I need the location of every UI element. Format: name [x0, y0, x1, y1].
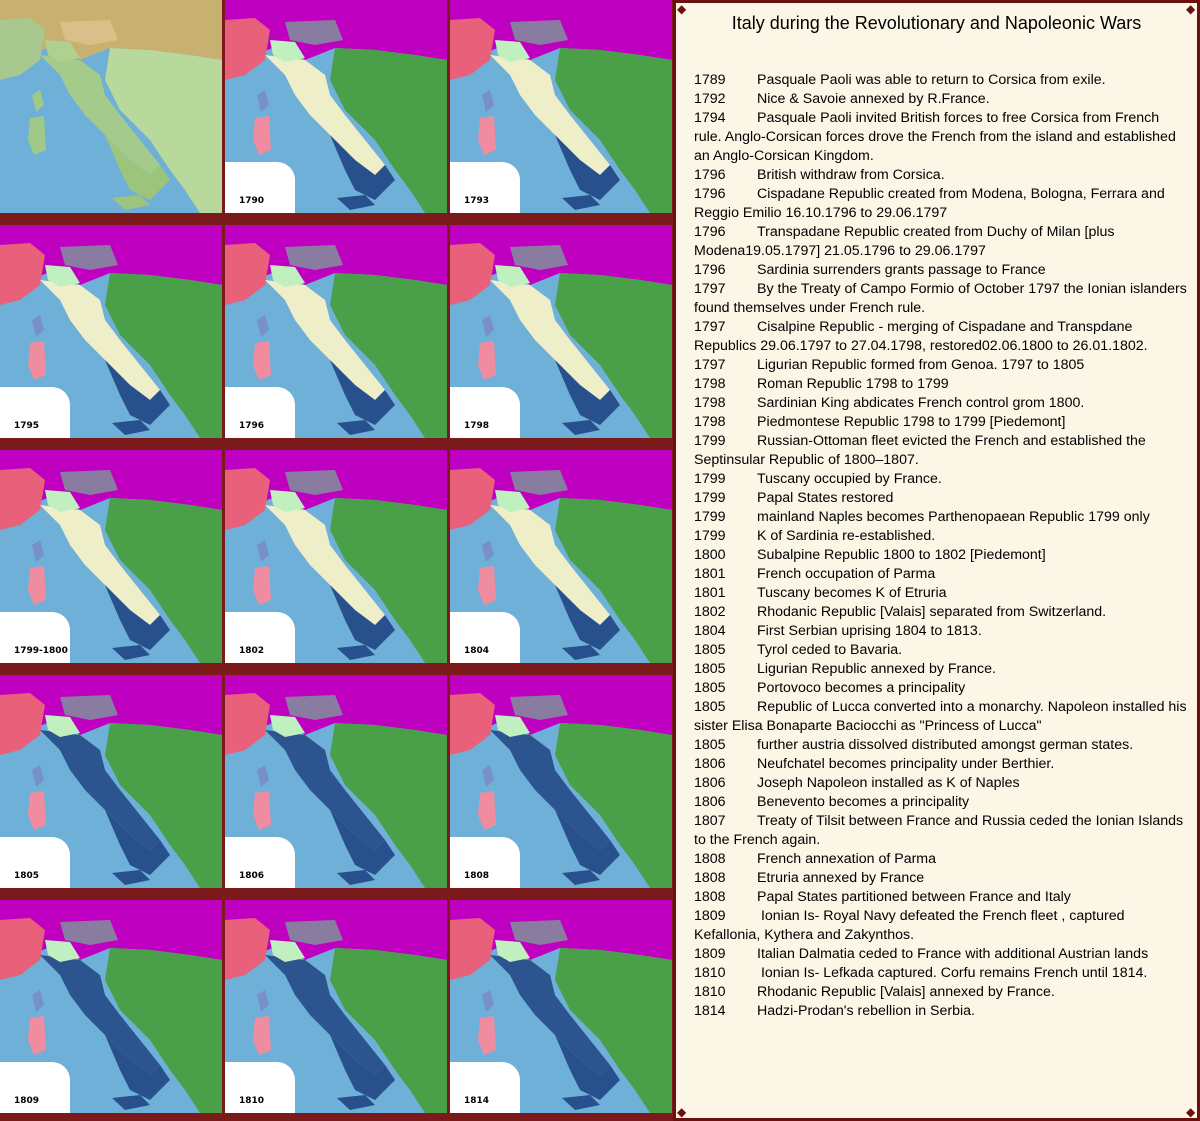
- map-panel: [0, 450, 222, 663]
- event-text: Sardinia surrenders grants passage to France: [757, 262, 1046, 278]
- event-row: [694, 983, 1190, 1002]
- event-text: Etruria annexed by France: [757, 870, 925, 886]
- map-year-label: 1805: [14, 871, 40, 881]
- event-year: 1805: [694, 737, 726, 753]
- event-text: First Serbian uprising 1804 to 1813.: [757, 623, 982, 639]
- page-title: Italy during the Revolutionary and Napoleonic Wars: [731, 13, 1142, 33]
- map-panel: [0, 675, 222, 888]
- event-row: [694, 660, 1190, 679]
- event-year: 1810: [694, 984, 726, 1000]
- event-text: further austria dissolved distributed amongst german states.: [757, 737, 1134, 753]
- event-text: Transpadane Republic created from Duchy of Milan [plus Modena19.05.1797] 21.05.1796 to 29.06.1797: [694, 224, 1115, 259]
- map-year-label: 1814: [464, 1096, 490, 1106]
- event-year: 1796: [694, 186, 726, 202]
- event-row: [694, 185, 1190, 223]
- event-row: [694, 964, 1190, 983]
- event-year: 1809: [694, 946, 726, 962]
- event-year: 1798: [694, 414, 726, 430]
- map-year-label: 1798: [464, 421, 490, 431]
- event-row: [694, 375, 1190, 394]
- event-year: 1805: [694, 642, 726, 658]
- event-row: [694, 508, 1190, 527]
- event-list: [694, 71, 1190, 1021]
- event-year: 1808: [694, 870, 726, 886]
- map-year-label: 1795: [14, 421, 40, 431]
- map-year-label: 1790: [239, 196, 265, 206]
- event-row: [694, 356, 1190, 375]
- event-year: 1797: [694, 281, 726, 297]
- event-year: 1801: [694, 566, 726, 582]
- event-row: [694, 584, 1190, 603]
- event-row: [694, 603, 1190, 622]
- event-text: By the Treaty of Campo Formio of October 1797 the Ionian islanders found themselves under French rule.: [694, 281, 1187, 316]
- event-year: 1799: [694, 528, 726, 544]
- event-row: [694, 736, 1190, 755]
- event-text: Papal States restored: [757, 490, 894, 506]
- corner-ornament-icon: ◆: [1186, 1105, 1196, 1119]
- event-text: Russian-Ottoman fleet evicted the French and established the Septinsular Republic of 1800–1807.: [694, 433, 1146, 468]
- event-text: mainland Naples becomes Parthenopaean Republic 1799 only: [757, 509, 1150, 525]
- corner-ornament-icon: ◆: [677, 1105, 687, 1119]
- event-text: Piedmontese Republic 1798 to 1799 [Piedemont]: [757, 414, 1066, 430]
- event-row: [694, 166, 1190, 185]
- corner-ornament-icon: ◆: [677, 2, 687, 16]
- event-year: 1805: [694, 680, 726, 696]
- event-text: Sardinian King abdicates French control grom 1800.: [757, 395, 1085, 411]
- event-text: Subalpine Republic 1800 to 1802 [Piedemont]: [757, 547, 1046, 563]
- event-text: French annexation of Parma: [757, 851, 937, 867]
- event-text: Nice & Savoie annexed by R.France.: [757, 91, 990, 107]
- event-text: Cisalpine Republic - merging of Cispadane and Transpdane Republics 29.06.1797 to 27.04.1798, restored02.06.1800 to 26.01.1802.: [694, 319, 1148, 354]
- event-text: British withdraw from Corsica.: [757, 167, 945, 183]
- chronology-panel: [673, 0, 1200, 1121]
- event-year: 1799: [694, 433, 726, 449]
- event-year: 1800: [694, 547, 726, 563]
- event-row: [694, 793, 1190, 812]
- event-row: [694, 565, 1190, 584]
- map-panel: [0, 225, 222, 438]
- event-row: [694, 261, 1190, 280]
- event-year: 1806: [694, 756, 726, 772]
- map-panel: [450, 0, 672, 213]
- map-year-label: 1806: [239, 871, 265, 881]
- event-text: French occupation of Parma: [757, 566, 936, 582]
- event-text: Tuscany becomes K of Etruria: [757, 585, 947, 601]
- event-text: Neufchatel becomes principality under Berthier.: [757, 756, 1055, 772]
- event-year: 1797: [694, 357, 726, 373]
- event-year: 1799: [694, 509, 726, 525]
- event-row: [694, 888, 1190, 907]
- map-panel: [225, 900, 447, 1113]
- event-text: Italian Dalmatia ceded to France with additional Austrian lands: [757, 946, 1149, 962]
- event-year: 1799: [694, 471, 726, 487]
- map-panel: [225, 450, 447, 663]
- map-panel: [225, 225, 447, 438]
- event-text: Ligurian Republic formed from Genoa. 1797 to 1805: [757, 357, 1085, 373]
- event-row: [694, 622, 1190, 641]
- event-row: [694, 774, 1190, 793]
- map-year-label: 1802: [239, 646, 265, 656]
- event-text: Rhodanic Republic [Valais] annexed by France.: [757, 984, 1055, 1000]
- event-row: [694, 432, 1190, 470]
- event-row: [694, 109, 1190, 166]
- event-year: 1801: [694, 585, 726, 601]
- event-year: 1808: [694, 889, 726, 905]
- event-row: [694, 527, 1190, 546]
- event-row: [694, 755, 1190, 774]
- event-row: [694, 641, 1190, 660]
- map-svg: [0, 0, 222, 213]
- event-row: [694, 90, 1190, 109]
- event-year: 1792: [694, 91, 726, 107]
- event-text: Cispadane Republic created from Modena, Bologna, Ferrara and Reggio Emilio 16.10.1796 to 29.06.1797: [694, 186, 1165, 221]
- event-year: 1798: [694, 376, 726, 392]
- event-text: Portovoco becomes a principality: [757, 680, 966, 696]
- event-year: 1796: [694, 167, 726, 183]
- event-year: 1805: [694, 661, 726, 677]
- event-year: 1789: [694, 72, 726, 88]
- event-text: Pasquale Paoli was able to return to Corsica from exile.: [757, 72, 1106, 88]
- event-row: [694, 280, 1190, 318]
- map-year-label: 1810: [239, 1096, 265, 1106]
- map-panel: [225, 675, 447, 888]
- event-year: 1809: [694, 908, 726, 924]
- map-year-label: 1808: [464, 871, 490, 881]
- event-year: 1799: [694, 490, 726, 506]
- event-row: [694, 679, 1190, 698]
- event-text: Tyrol ceded to Bavaria.: [757, 642, 903, 658]
- event-row: [694, 71, 1190, 90]
- event-year: 1814: [694, 1003, 726, 1019]
- event-row: [694, 907, 1190, 945]
- map-panel: [450, 675, 672, 888]
- map-panel: [0, 900, 222, 1113]
- event-row: [694, 470, 1190, 489]
- event-row: [694, 223, 1190, 261]
- event-text: Tuscany occupied by France.: [757, 471, 942, 487]
- event-row: [694, 812, 1190, 850]
- event-row: [694, 1002, 1190, 1021]
- event-row: [694, 318, 1190, 356]
- map-panel: [450, 450, 672, 663]
- event-year: 1798: [694, 395, 726, 411]
- event-text: Rhodanic Republic [Valais] separated from Switzerland.: [757, 604, 1107, 620]
- event-text: Pasquale Paoli invited British forces to free Corsica from French rule. Anglo-Corsican forces drove the French from the island and established an Anglo-Corsican Kingdom.: [694, 110, 1176, 164]
- event-row: [694, 945, 1190, 964]
- event-row: [694, 489, 1190, 508]
- event-row: [694, 546, 1190, 565]
- event-text: Hadzi-Prodan's rebellion in Serbia.: [757, 1003, 976, 1019]
- event-text: Treaty of Tilsit between France and Russia ceded the Ionian Islands to the French again.: [694, 813, 1184, 848]
- map-year-label: 1793: [464, 196, 490, 206]
- corner-ornament-icon: ◆: [1186, 2, 1196, 16]
- event-row: [694, 850, 1190, 869]
- event-text: Papal States partitioned between France and Italy: [757, 889, 1071, 905]
- event-text: Joseph Napoleon installed as K of Naples: [757, 775, 1020, 791]
- event-row: [694, 394, 1190, 413]
- map-panel: [0, 0, 222, 213]
- event-year: 1805: [694, 699, 726, 715]
- event-text: Ligurian Republic annexed by France.: [757, 661, 996, 677]
- event-year: 1802: [694, 604, 726, 620]
- event-year: 1796: [694, 262, 726, 278]
- map-panel: [450, 900, 672, 1113]
- event-text: Roman Republic 1798 to 1799: [757, 376, 949, 392]
- event-year: 1804: [694, 623, 726, 639]
- event-year: 1797: [694, 319, 726, 335]
- event-year: 1796: [694, 224, 726, 240]
- event-row: [694, 413, 1190, 432]
- event-year: 1806: [694, 775, 726, 791]
- event-year: 1794: [694, 110, 726, 126]
- event-text: Ionian Is- Lefkada captured. Corfu remains French until 1814.: [757, 965, 1148, 981]
- event-text: Ionian Is- Royal Navy defeated the French fleet , captured Kefallonia, Kythera and Zakynthos.: [694, 908, 1125, 943]
- event-year: 1810: [694, 965, 726, 981]
- event-text: K of Sardinia re-established.: [757, 528, 936, 544]
- map-year-label: 1809: [14, 1096, 40, 1106]
- event-year: 1806: [694, 794, 726, 810]
- map-year-label: 1799-1800: [14, 646, 68, 656]
- map-year-label: 1796: [239, 421, 265, 431]
- map-panel: [450, 225, 672, 438]
- event-row: [694, 869, 1190, 888]
- event-year: 1808: [694, 851, 726, 867]
- map-panel: [225, 0, 447, 213]
- map-year-label: 1804: [464, 646, 490, 656]
- event-text: Republic of Lucca converted into a monarchy. Napoleon installed his sister Elisa Bonaparte Baciocchi as "Princess of Lucca": [694, 699, 1187, 734]
- event-text: Benevento becomes a principality: [757, 794, 970, 810]
- event-year: 1807: [694, 813, 726, 829]
- event-row: [694, 698, 1190, 736]
